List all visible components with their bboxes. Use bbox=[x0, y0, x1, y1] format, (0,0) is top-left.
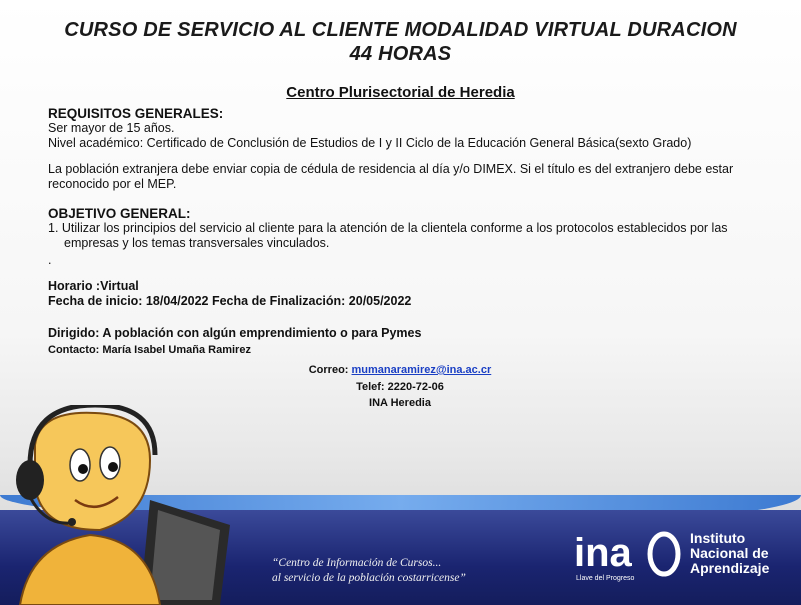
logo-sub: Llave del Progreso bbox=[576, 575, 635, 582]
contact-block bbox=[290, 362, 510, 412]
objetivo-dot: . bbox=[48, 253, 52, 267]
tagline-line1: “Centro de Información de Cursos... bbox=[272, 557, 442, 569]
course-title-line2: 44 HORAS bbox=[349, 43, 452, 65]
fechas-line: Fecha de inicio: 18/04/2022 Fecha de Finalización: 20/05/2022 bbox=[48, 294, 412, 308]
institution-line2: Nacional de bbox=[690, 545, 769, 561]
logo-word: ina bbox=[574, 531, 632, 575]
sede-line: INA Heredia bbox=[369, 397, 431, 409]
objetivo-heading: OBJETIVO GENERAL: bbox=[48, 206, 191, 221]
footer-tagline bbox=[272, 556, 532, 586]
institution-line1: Instituto bbox=[690, 530, 746, 546]
institution-line3: Aprendizaje bbox=[690, 560, 770, 576]
logo-ring bbox=[650, 534, 678, 574]
telefono-line: Telef: 2220-72-06 bbox=[356, 380, 444, 393]
tagline-line2: al servicio de la población costarricense” bbox=[272, 572, 466, 584]
dirigido-line: Dirigido: A población con algún emprendimiento o para Pymes bbox=[48, 326, 422, 340]
objetivo-item: 1. Utilizar los principios del servicio al cliente para la atención de la clientela conforme a los protocolos establecidos por las empresas y los temas transversales vinculados. bbox=[48, 221, 728, 250]
contacto-line: Contacto: María Isabel Umaña Ramirez bbox=[48, 344, 251, 356]
correo-line bbox=[290, 362, 510, 379]
center-name: Centro Plurisectorial de Heredia bbox=[286, 84, 515, 101]
horario-line: Horario :Virtual bbox=[48, 279, 139, 293]
requisito-extranjeros: La población extranjera debe enviar copia de cédula de residencia al día y/o DIMEX. Si el título es del extranjero debe estar reconocido por el MEP. bbox=[48, 162, 734, 191]
requisito-nivel: Nivel académico: Certificado de Conclusión de Estudios de I y II Ciclo de la Educación General Básica(sexto Grado) bbox=[48, 136, 692, 150]
course-title bbox=[0, 18, 801, 66]
email-link[interactable]: mumanaramirez@ina.ac.cr bbox=[351, 364, 492, 376]
correo-label: Correo: bbox=[308, 364, 352, 376]
requisitos-heading: REQUISITOS GENERALES: bbox=[48, 106, 224, 121]
mascot-illustration bbox=[0, 405, 260, 605]
requisito-edad: Ser mayor de 15 años. bbox=[48, 121, 175, 135]
institution-name bbox=[690, 531, 769, 576]
course-title-line1: CURSO DE SERVICIO AL CLIENTE MODALIDAD VIRTUAL DURACION bbox=[64, 19, 737, 41]
course-details bbox=[48, 106, 748, 358]
